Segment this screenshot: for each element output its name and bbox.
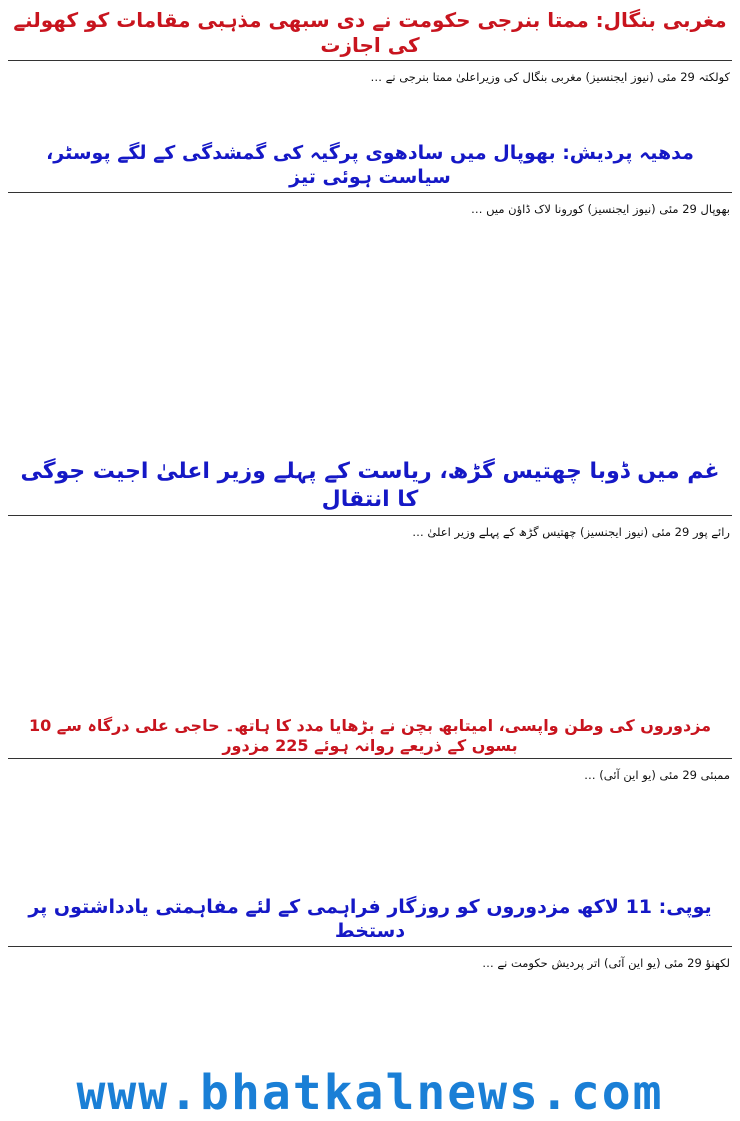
- article-body: ممبئی 29 مئی (یو این آئی) …: [584, 768, 730, 782]
- article-headline: مزدوروں کی وطن واپسی، امیتابھ بچن نے بڑھایا مدد کا ہاتھ۔ حاجی علی درگاہ سے 10 بسوں کے ذریعے روانہ ہوئے 225 مزدور: [28, 716, 712, 755]
- article-headline: یوپی: 11 لاکھ مزدوروں کو روزگار فراہمی کے لئے مفاہمتی یادداشتوں پر دستخط: [28, 896, 712, 942]
- divider: [8, 946, 732, 947]
- site-url-footer[interactable]: www.bhatkalnews.com: [76, 1065, 664, 1121]
- article-headline: مدھیہ پردیش: بھوپال میں سادھوی پرگیہ کی گمشدگی کے لگے پوسٹر، سیاست ہوئی تیز: [46, 142, 694, 188]
- divider: [8, 515, 732, 516]
- divider: [8, 192, 732, 193]
- article-body: بھوپال 29 مئی (نیوز ایجنسیز) کورونا لاک ڈاؤن میں …: [470, 201, 730, 216]
- article-headline: مغربی بنگال: ممتا بنرجی حکومت نے دی سبھی مذہبی مقامات کو کھولنے کی اجازت: [13, 8, 727, 57]
- article-up-jobs-mou: [8, 892, 732, 1052]
- article-chhattisgarh-ajit-jogi: [8, 454, 732, 712]
- article-headline: غم میں ڈوبا چھتیس گڑھ، ریاست کے پہلے وزیر اعلیٰ اجیت جوگی کا انتقال: [20, 459, 720, 512]
- article-amitabh-migrant-buses: [8, 712, 732, 892]
- article-bengal-religious-places: [8, 6, 732, 136]
- article-body: رائے پور 29 مئی (نیوز ایجنسیز) چھتیس گڑھ کے پہلے وزیر اعلیٰ …: [412, 525, 730, 539]
- article-body: کولکتہ 29 مئی (نیوز ایجنسیز) مغربی بنگال کی وزیراعلیٰ ممتا بنرجی نے …: [370, 70, 730, 84]
- article-body: لکھنؤ 29 مئی (یو این آئی) اتر پردیش حکومت نے …: [482, 955, 730, 970]
- divider: [8, 60, 732, 61]
- article-mp-pragya-posters: [8, 136, 732, 454]
- divider: [8, 758, 732, 759]
